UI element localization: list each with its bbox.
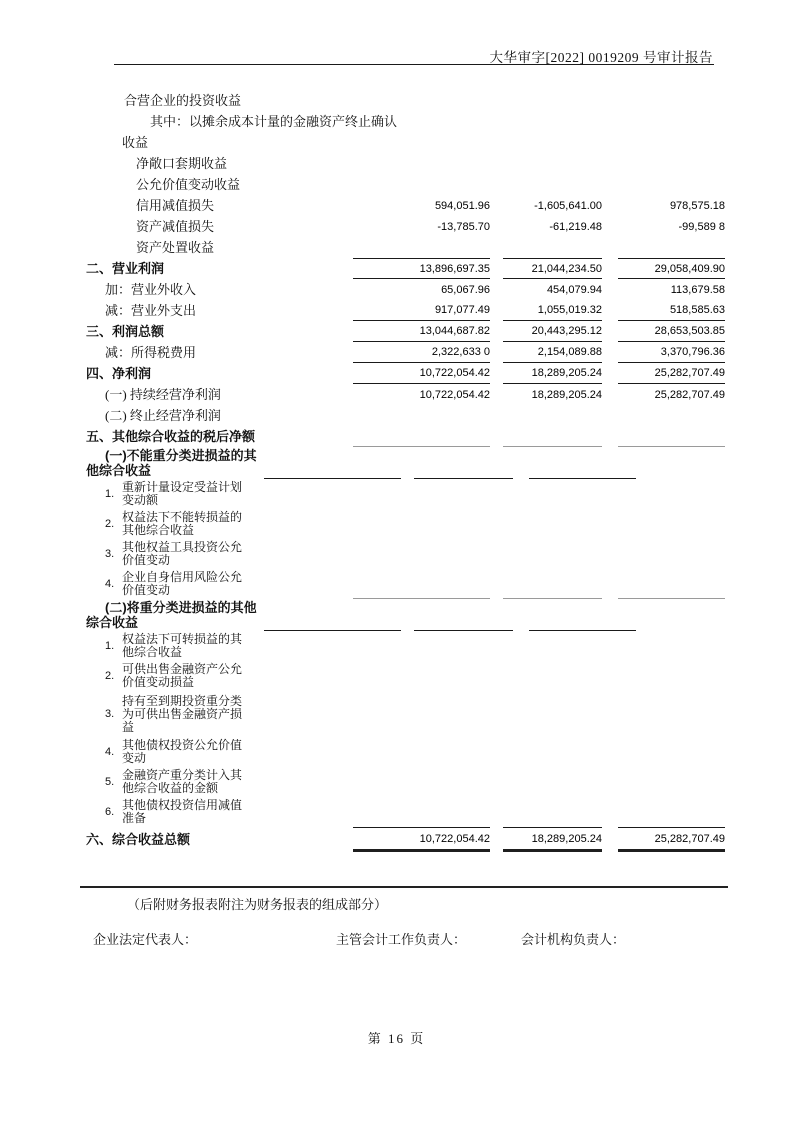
value-cell: 454,079.94 [546,283,602,296]
value-cell [618,479,725,509]
row-label [86,541,353,567]
table-row [86,691,727,737]
row-label [86,481,353,507]
table-row [86,195,727,216]
value-cell [503,174,602,195]
item-number: 2. [105,517,115,530]
value-cell: 28,653,503.85 [618,321,725,342]
table-row [86,509,727,539]
value-cell [503,426,602,447]
row-label: (二) 终止经营净利润 [105,408,221,423]
item-text: 其他债权投资信用减值准备 [122,798,243,825]
row-label [86,695,353,734]
row-label: 公允价值变动收益 [136,177,241,192]
row-label: 六、综合收益总额 [86,832,191,847]
item-number: 4. [105,745,115,758]
value-cell [414,599,513,631]
value-cell [503,797,602,827]
value-cell: 13,896,697.35 [353,258,490,279]
value-cell: 3,370,796.36 [618,342,725,363]
item-number: 3. [105,547,115,560]
value-cell [618,509,725,539]
value-cell [503,479,602,509]
signature-legal-representative: 企业法定代表人： [93,932,198,947]
table-row [86,174,727,195]
value-cell [618,631,725,661]
value-cell [618,174,725,195]
value-cell [618,237,725,258]
row-label: (一)不能重分类进损益的其他综合收益 [86,448,257,478]
value-cell [264,599,401,631]
value-cell [554,111,653,153]
item-text: 金融资产重分类计入其他综合收益的金额 [122,768,243,795]
value-cell [264,447,401,479]
table-row [86,405,727,426]
row-label [86,663,353,689]
value-cell [503,405,602,426]
item-number: 1. [105,639,115,652]
signature-accounting-department: 会计机构负责人： [521,932,626,947]
value-cell: 518,585.63 [618,300,725,321]
value-cell: 113,679.58 [670,283,725,296]
row-label: 资产减值损失 [136,219,215,234]
value-cell [618,737,725,767]
value-cell [503,90,602,111]
value-cell [503,691,602,737]
table-row [86,661,727,691]
report-number: 大华审字[2022] 0019209 号审计报告 [489,50,713,65]
row-label: 减：所得税费用 [105,345,197,360]
table-row [86,827,727,852]
value-cell [353,174,490,195]
table-row [86,737,727,767]
value-cell: 10,722,054.42 [353,363,490,384]
value-cell [353,631,490,661]
row-label: 加：营业外收入 [105,282,197,297]
value-cell [404,111,541,153]
value-cell: 978,575.18 [669,199,725,212]
header-rule [114,64,714,65]
item-text: 其他权益工具投资公允价值变动 [122,540,243,567]
table-row [86,300,727,321]
value-cell [353,153,490,174]
value-cell [503,569,602,599]
note-text: （后附财务报表附注为财务报表的组成部分） [127,897,388,912]
value-cell [503,631,602,661]
row-label [86,571,353,597]
table-row [86,599,727,631]
row-label: 五、其他综合收益的税后净额 [86,429,256,444]
value-cell [618,797,725,827]
income-statement-table [86,90,727,852]
value-cell: 21,044,234.50 [503,258,602,279]
row-label [86,769,353,795]
item-number: 2. [105,669,115,682]
table-row [86,539,727,569]
value-cell: 18,289,205.24 [503,363,602,384]
value-cell [353,405,490,426]
value-cell [618,90,725,111]
row-label [86,739,353,765]
item-text: 企业自身信用风险公允价值变动 [122,570,243,597]
table-row [86,258,727,279]
row-label: 四、净利润 [86,366,152,381]
item-text: 权益法下可转损益的其他综合收益 [122,632,243,659]
value-cell [618,661,725,691]
value-cell [529,447,636,479]
table-row [86,321,727,342]
table-row [86,447,727,479]
value-cell [353,90,490,111]
value-cell: -61,219.48 [549,220,602,233]
row-label: 净敞口套期收益 [136,156,228,171]
value-cell [618,691,725,737]
value-cell: 10,722,054.42 [353,827,490,852]
page-number: 第 16 页 [367,1031,426,1046]
value-cell [503,737,602,767]
table-row [86,216,727,237]
value-cell: 2,322,633 0 [353,342,490,363]
value-cell [618,153,725,174]
table-row [86,153,727,174]
row-label: (一) 持续经营净利润 [105,387,221,402]
value-cell [353,539,490,569]
value-cell [618,426,725,447]
item-text: 重新计量设定受益计划变动额 [122,480,243,507]
table-row [86,111,727,153]
item-number: 4. [105,577,115,590]
item-text: 权益法下不能转损益的其他综合收益 [122,510,243,537]
value-cell [503,539,602,569]
value-cell [353,691,490,737]
value-cell: 18,289,205.24 [503,827,602,852]
table-row [86,363,727,384]
value-cell [669,111,776,153]
value-cell [618,405,725,426]
value-cell: 10,722,054.42 [419,388,490,401]
value-cell [353,426,490,447]
value-cell: 18,289,205.24 [531,388,602,401]
table-row [86,569,727,599]
value-cell: 20,443,295.12 [503,321,602,342]
table-row [86,90,727,111]
value-cell [503,509,602,539]
item-text: 持有至到期投资重分类为可供出售金融资产损益 [122,693,243,734]
table-row [86,279,727,300]
value-cell [618,539,725,569]
value-cell: 1,055,019.32 [503,300,602,321]
table-row [86,237,727,258]
value-cell [353,509,490,539]
value-cell: -13,785.70 [437,220,490,233]
value-cell [353,479,490,509]
row-label: 资产处置收益 [136,240,215,255]
table-row [86,426,727,447]
value-cell [353,569,490,599]
value-cell [529,599,636,631]
value-cell: 65,067.96 [441,283,490,296]
row-label: 三、利润总额 [86,324,165,339]
value-cell: -1,605,641.00 [534,199,602,212]
row-label: (二)将重分类进损益的其他综合收益 [86,600,257,630]
value-cell: 29,058,409.90 [618,258,725,279]
value-cell [414,447,513,479]
row-label: 二、营业利润 [86,261,165,276]
table-row [86,767,727,797]
table-row [86,342,727,363]
row-label [86,511,353,537]
value-cell: 2,154,089.88 [503,342,602,363]
table-row [86,384,727,405]
row-label: 其中：以摊余成本计量的金融资产终止确认收益 [122,114,398,150]
value-cell: 594,051.96 [434,199,490,212]
table-row [86,631,727,661]
value-cell: 25,282,707.49 [618,363,725,384]
value-cell: 25,282,707.49 [618,827,725,852]
value-cell [618,767,725,797]
item-text: 可供出售金融资产公允价值变动损益 [122,662,243,689]
value-cell [503,237,602,258]
value-cell [353,797,490,827]
row-label: 合营企业的投资收益 [124,93,242,108]
item-number: 6. [105,805,115,818]
signature-chief-accountant: 主管会计工作负责人： [336,932,467,947]
footer-rule [80,886,728,888]
row-label: 信用减值损失 [136,198,215,213]
value-cell [353,767,490,797]
value-cell: -99,589 8 [678,220,725,233]
table-row [86,797,727,827]
value-cell [353,661,490,691]
item-number: 5. [105,775,115,788]
value-cell: 13,044,687.82 [353,321,490,342]
item-number: 3. [105,707,115,720]
row-label: 减：营业外支出 [105,303,197,318]
value-cell [503,767,602,797]
row-label [86,799,353,825]
row-label [86,633,353,659]
value-cell [503,661,602,691]
value-cell [503,153,602,174]
value-cell [353,237,490,258]
value-cell: 917,077.49 [353,300,490,321]
table-row [86,479,727,509]
value-cell [353,737,490,767]
value-cell: 25,282,707.49 [654,388,725,401]
item-number: 1. [105,487,115,500]
item-text: 其他债权投资公允价值变动 [122,738,243,765]
value-cell [618,569,725,599]
